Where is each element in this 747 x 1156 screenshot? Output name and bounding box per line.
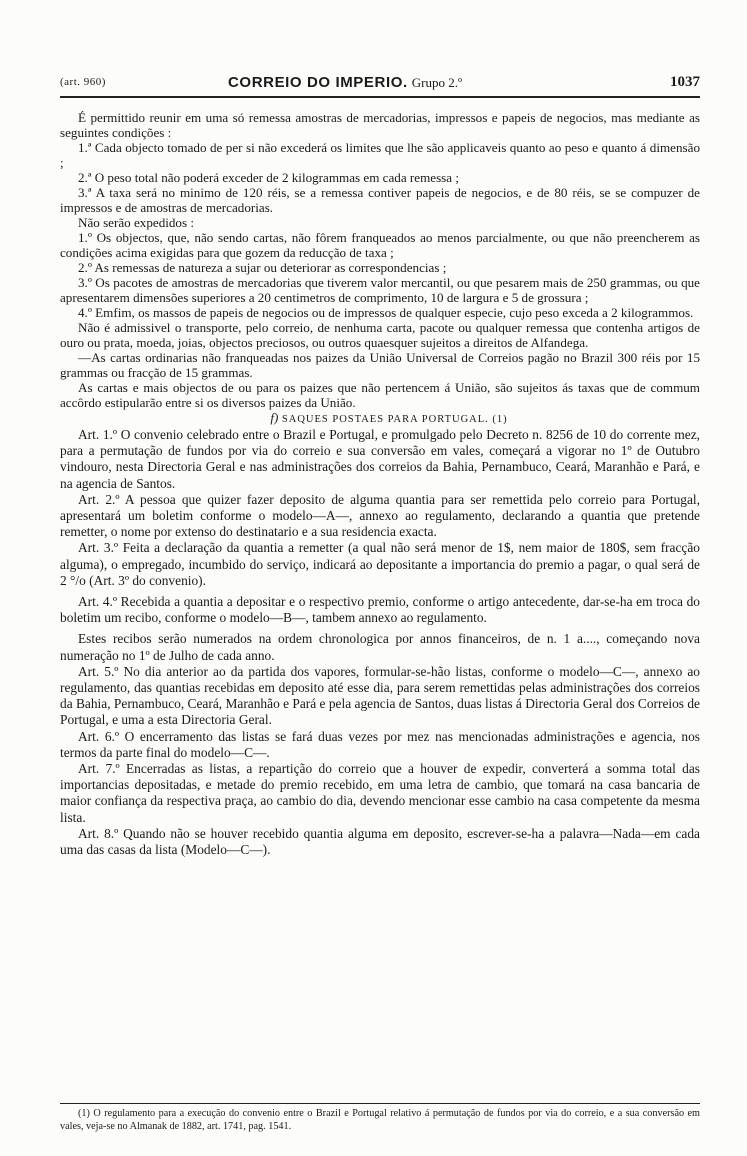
section-letter: f) [270,410,279,425]
article-2: Art. 2.º A pessoa que quizer fazer deposito de alguma quantia para ser remettida pelo correio para Portugal, apresentará um boletim conforme o modelo—A—, annexo ao regulamento, declarando a quantia que pretende remetter, o nome por extenso do destinatario e a sua residencia exacta. [60,491,700,540]
page-number: 1037 [670,74,700,90]
paragraph: Não é admissivel o transporte, pelo correio, de nenhuma carta, pacote ou qualquer remessa que contenha artigos de ouro ou prata, moeda, joias, objectos preciosos, ou outros quaesquer sujeitos a direitos de Alfandega. [60,320,700,350]
paragraph: É permittido reunir em uma só remessa amostras de mercadorias, impressos e papeis de negocios, mas mediante as seguintes condições : [60,110,700,140]
paragraph: As cartas e mais objectos de ou para os paizes que não pertencem á União, são sujeitos ás taxas que de commum accôrdo estipularão entre si os diversos paizes da União. [60,380,700,410]
article-3: Art. 3.º Feita a declaração da quantia a remetter (a qual não será menor de 1$, nem maior de 180$, sem fracção alguma), o empregado, incumbido do serviço, indicará ao depositante a importancia do premio a pagar, o qual será de 2 °/o (Art. 3º do convenio). [60,540,700,588]
footnote [60,1107,700,1133]
article-1: Art. 1.º O convenio celebrado entre o Brazil e Portugal, e promulgado pelo Decreto n. 8256 de 10 do corrente mez, para a permutação de fundos por via do correio e sua conversão em vales, começará a vigorar no 1º de Outubro vindouro, nesta Directoria Geral e nas administrações dos correios da Bahia, Pernambuco, Ceará, Maranhão e Pará, e na agencia de Santos. [60,427,700,491]
paragraph: 3.ª A taxa será no minimo de 120 réis, se a remessa contiver papeis de negocios, e de 80 réis, se se compuzer de impressos e de amostras de mercadorias. [60,185,700,215]
section-title: SAQUES POSTAES PARA PORTUGAL. [281,414,489,425]
footnote-text: (1) O regulamento para a execução do convenio entre o Brazil e Portugal relativo á permutação de fundos por via do correio, e a sua conversão em vales, veja-se no Almanak de 1882, art. 1741, pag. 1541. [60,1108,700,1132]
footnote-rule [60,1103,700,1104]
paragraph: 1.º Os objectos, que, não sendo cartas, não fôrem franqueados ao menos parcialmente, ou que não preencherem as condições acima exigidas para que gozem da reducção de taxa ; [60,230,700,260]
publication-title: CORREIO DO IMPERIO. [228,74,408,91]
paragraph: 1.ª Cada objecto tomado de per si não excederá os limites que lhe são applicaveis quanto ao peso e quanto á dimensão ; [60,140,700,170]
section-heading [60,410,700,427]
article-5: Art. 5.º No dia anterior ao da partida dos vapores, formular-se-hão listas, conforme o modelo—C—, annexo ao regulamento, das quantias recebidas em deposito até esse dia, para serem remettidas pelas administrações dos correios da Bahia, Pernambuco, Ceará, Maranhão e Pará e pela agencia de Santos, duas listas á Directoria Geral dos Correios de Portugal, e uma a esta Directoria Geral. [60,663,700,728]
paragraph: 3.º Os pacotes de amostras de mercadorias que tiverem valor mercantil, ou que pesarem mais de 250 grammas, ou que apresentarem dimensões superiores a 20 centimetros de comprimento, 10 de largura e 5 de grossura ; [60,275,700,305]
paragraph: —As cartas ordinarias não franqueadas nos paizes da União Universal de Correios pagão no Brazil 300 réis por 15 grammas ou fracção de 15 grammas. [60,350,700,380]
running-title [228,74,462,92]
article-7: Art. 7.º Encerradas as listas, a repartição do correio que a houver de expedir, converterá a somma total das importancias depositadas, e metade do premio recebido, em uma letra de cambio, que tomará na casa bancaria de maior confiança da respectiva praça, ao cambio do dia, devendo mencionar esse cambio na casa competente da mesma lista. [60,761,700,825]
paragraph: 2.º As remessas de natureza a sujar ou deteriorar as correspondencias ; [78,260,447,275]
running-header [60,74,700,94]
paragraph: 4.º Emfim, os massos de papeis de negocios ou de impressos de qualquer especie, cujo peso exceda a 2 kilogrammos. [78,305,694,320]
header-rule [60,96,700,98]
paragraph: 2.ª O peso total não poderá exceder de 2 kilogrammas em cada remessa ; [78,170,460,185]
articles [60,427,700,858]
article-range: (art. 960) [60,76,106,88]
main-text [60,110,700,858]
paragraph: Estes recibos serão numerados na ordem chronologica por annos financeiros, de n. 1 a...., começando nova numeração no 1º de Julho de cada anno. [60,631,700,663]
paragraph: Não serão expedidos : [78,215,194,230]
article-6: Art. 6.º O encerramento das listas se fará duas vezes por mez nas mencionadas administrações e agencia, nos termos da parte final do modelo—C—. [60,728,700,760]
article-4: Art. 4.º Recebida a quantia a depositar e o respectivo premio, conforme o artigo antecedente, dar-se-ha em troca do boletim um recibo, conforme o modelo—B—, tambem annexo ao regulamento. [60,594,700,626]
article-8: Art. 8.º Quando não se houver recebido quantia alguma em deposito, escrever-se-ha a palavra—Nada—em cada uma das casas da lista (Modelo—C—). [60,825,700,858]
footnote-ref: (1) [492,414,508,425]
group-label: Grupo 2.º [411,75,462,90]
